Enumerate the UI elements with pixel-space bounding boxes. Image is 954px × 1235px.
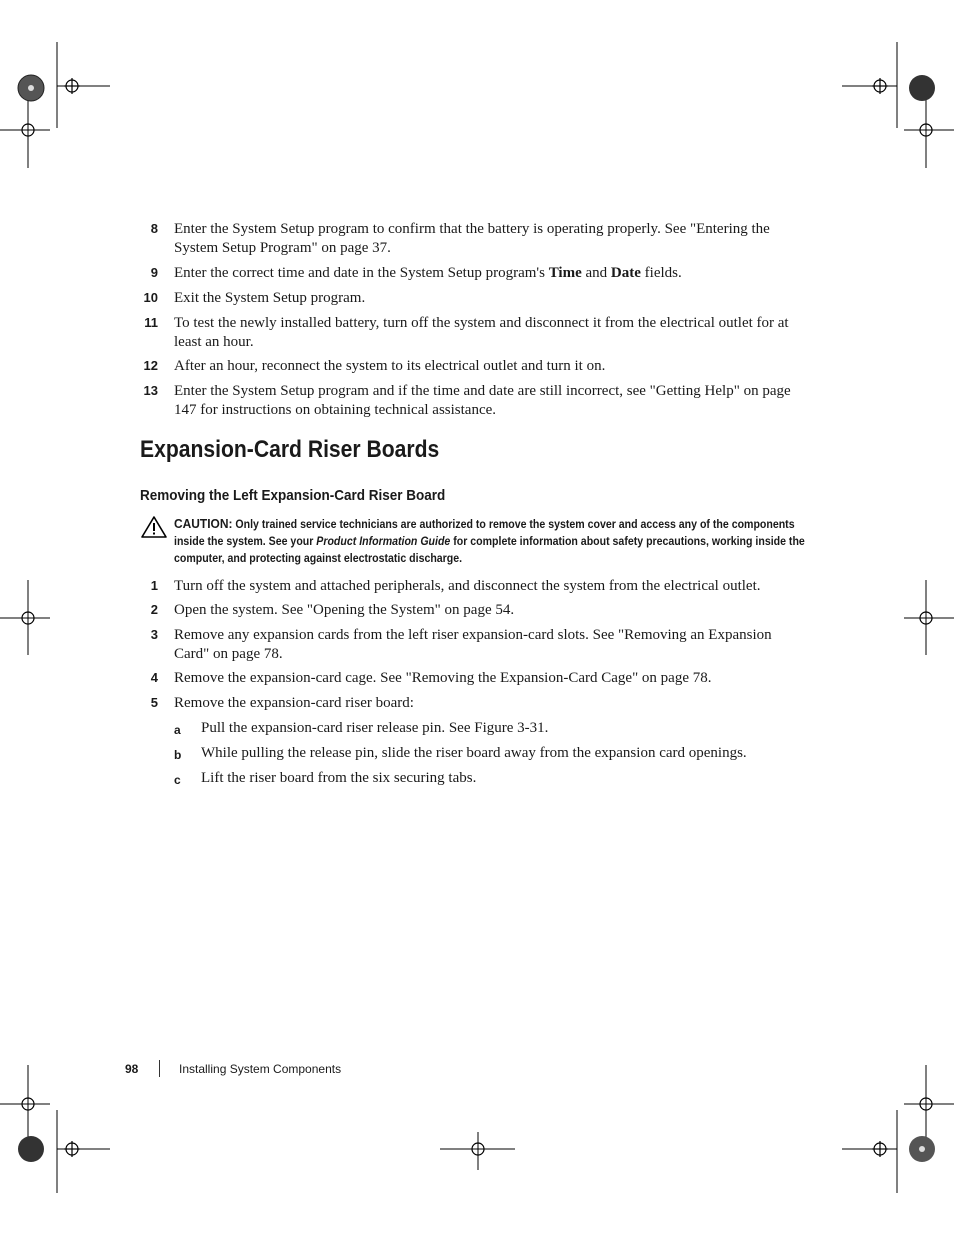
step-12 (140, 357, 810, 376)
step-8 (140, 220, 810, 257)
caution-guide-title: Product Information Guide (316, 536, 451, 548)
step-text-part: Enter the correct time and date in the System Setup program's (174, 265, 549, 281)
step-text: Remove the expansion-card cage. See "Removing the Expansion-Card Cage" on page 78. (174, 670, 712, 686)
substep-b (174, 744, 814, 763)
step-text: Exit the System Setup program. (174, 290, 366, 306)
step-4 (140, 669, 810, 688)
substep-letter: b (174, 748, 182, 762)
caution-label: CAUTION: (174, 516, 233, 531)
step-number: 10 (143, 290, 158, 305)
step-text: Enter the System Setup program and if the time and date are still incorrect, see "Getting Help" on page 147 for instructions on obtaining technical assistance. (174, 383, 791, 418)
step-number: 8 (150, 221, 158, 236)
step-number: 5 (150, 695, 158, 710)
step-13 (140, 382, 810, 419)
step-text: Turn off the system and attached peripherals, and disconnect the system from the electrical outlet. (174, 578, 761, 594)
step-text: Remove any expansion cards from the left riser expansion-card slots. See "Removing an Expansion Card" on page 78. (174, 627, 772, 662)
step-number: 12 (143, 358, 158, 373)
step-text-part: fields. (640, 265, 682, 281)
page-number: 98 (125, 1062, 139, 1076)
section-title: Expansion-Card Riser Boards (140, 436, 440, 463)
substep-text: Pull the expansion-card riser release pin. See Figure 3-31. (201, 720, 549, 736)
step-number: 11 (144, 315, 158, 330)
step-number: 9 (150, 265, 158, 280)
step-number: 4 (150, 670, 158, 685)
step-text: Remove the expansion-card riser board: (174, 695, 414, 711)
step-number: 2 (150, 602, 158, 617)
caution-notice (140, 515, 820, 568)
step-1 (140, 577, 810, 596)
substep-letter: c (174, 773, 181, 787)
step-number: 1 (150, 578, 158, 593)
step-11 (140, 314, 810, 351)
substep-text: While pulling the release pin, slide the riser board away from the expansion card openings. (201, 745, 747, 761)
step-number: 3 (150, 627, 158, 642)
step-2 (140, 601, 810, 620)
footer-divider (159, 1060, 160, 1077)
step-text: Open the system. See "Opening the System" on page 54. (174, 602, 515, 618)
caution-text-part: for complete information about safety precautions, working inside the computer, and protecting against electrostatic discharge. (174, 536, 805, 565)
field-name-date: Date (610, 265, 641, 281)
substep-a (174, 719, 814, 738)
step-9 (140, 264, 810, 283)
step-5 (140, 694, 810, 713)
substep-text: Lift the riser board from the six securing tabs. (201, 770, 477, 786)
step-text: Enter the System Setup program to confirm that the battery is operating properly. See "Entering the System Setup Program" on page 37. (174, 221, 770, 256)
field-name-time: Time (548, 265, 582, 281)
caution-text-part: Only trained service technicians are authorized to remove the system cover and access any of the components inside the system. See your (174, 519, 795, 548)
step-text-part: and (581, 265, 611, 281)
step-10 (140, 289, 810, 308)
caution-text (174, 515, 818, 568)
substep-c (174, 769, 814, 788)
step-text: To test the newly installed battery, turn off the system and disconnect it from the electrical outlet for at least an hour. (174, 315, 789, 350)
warning-triangle-icon (140, 515, 168, 539)
chapter-title: Installing System Components (179, 1062, 342, 1076)
subsection-title: Removing the Left Expansion-Card Riser Board (140, 487, 446, 504)
step-number: 13 (143, 383, 158, 398)
step-text (174, 264, 810, 283)
step-text: After an hour, reconnect the system to its electrical outlet and turn it on. (174, 358, 606, 374)
substep-letter: a (174, 723, 181, 737)
step-3 (140, 626, 810, 663)
